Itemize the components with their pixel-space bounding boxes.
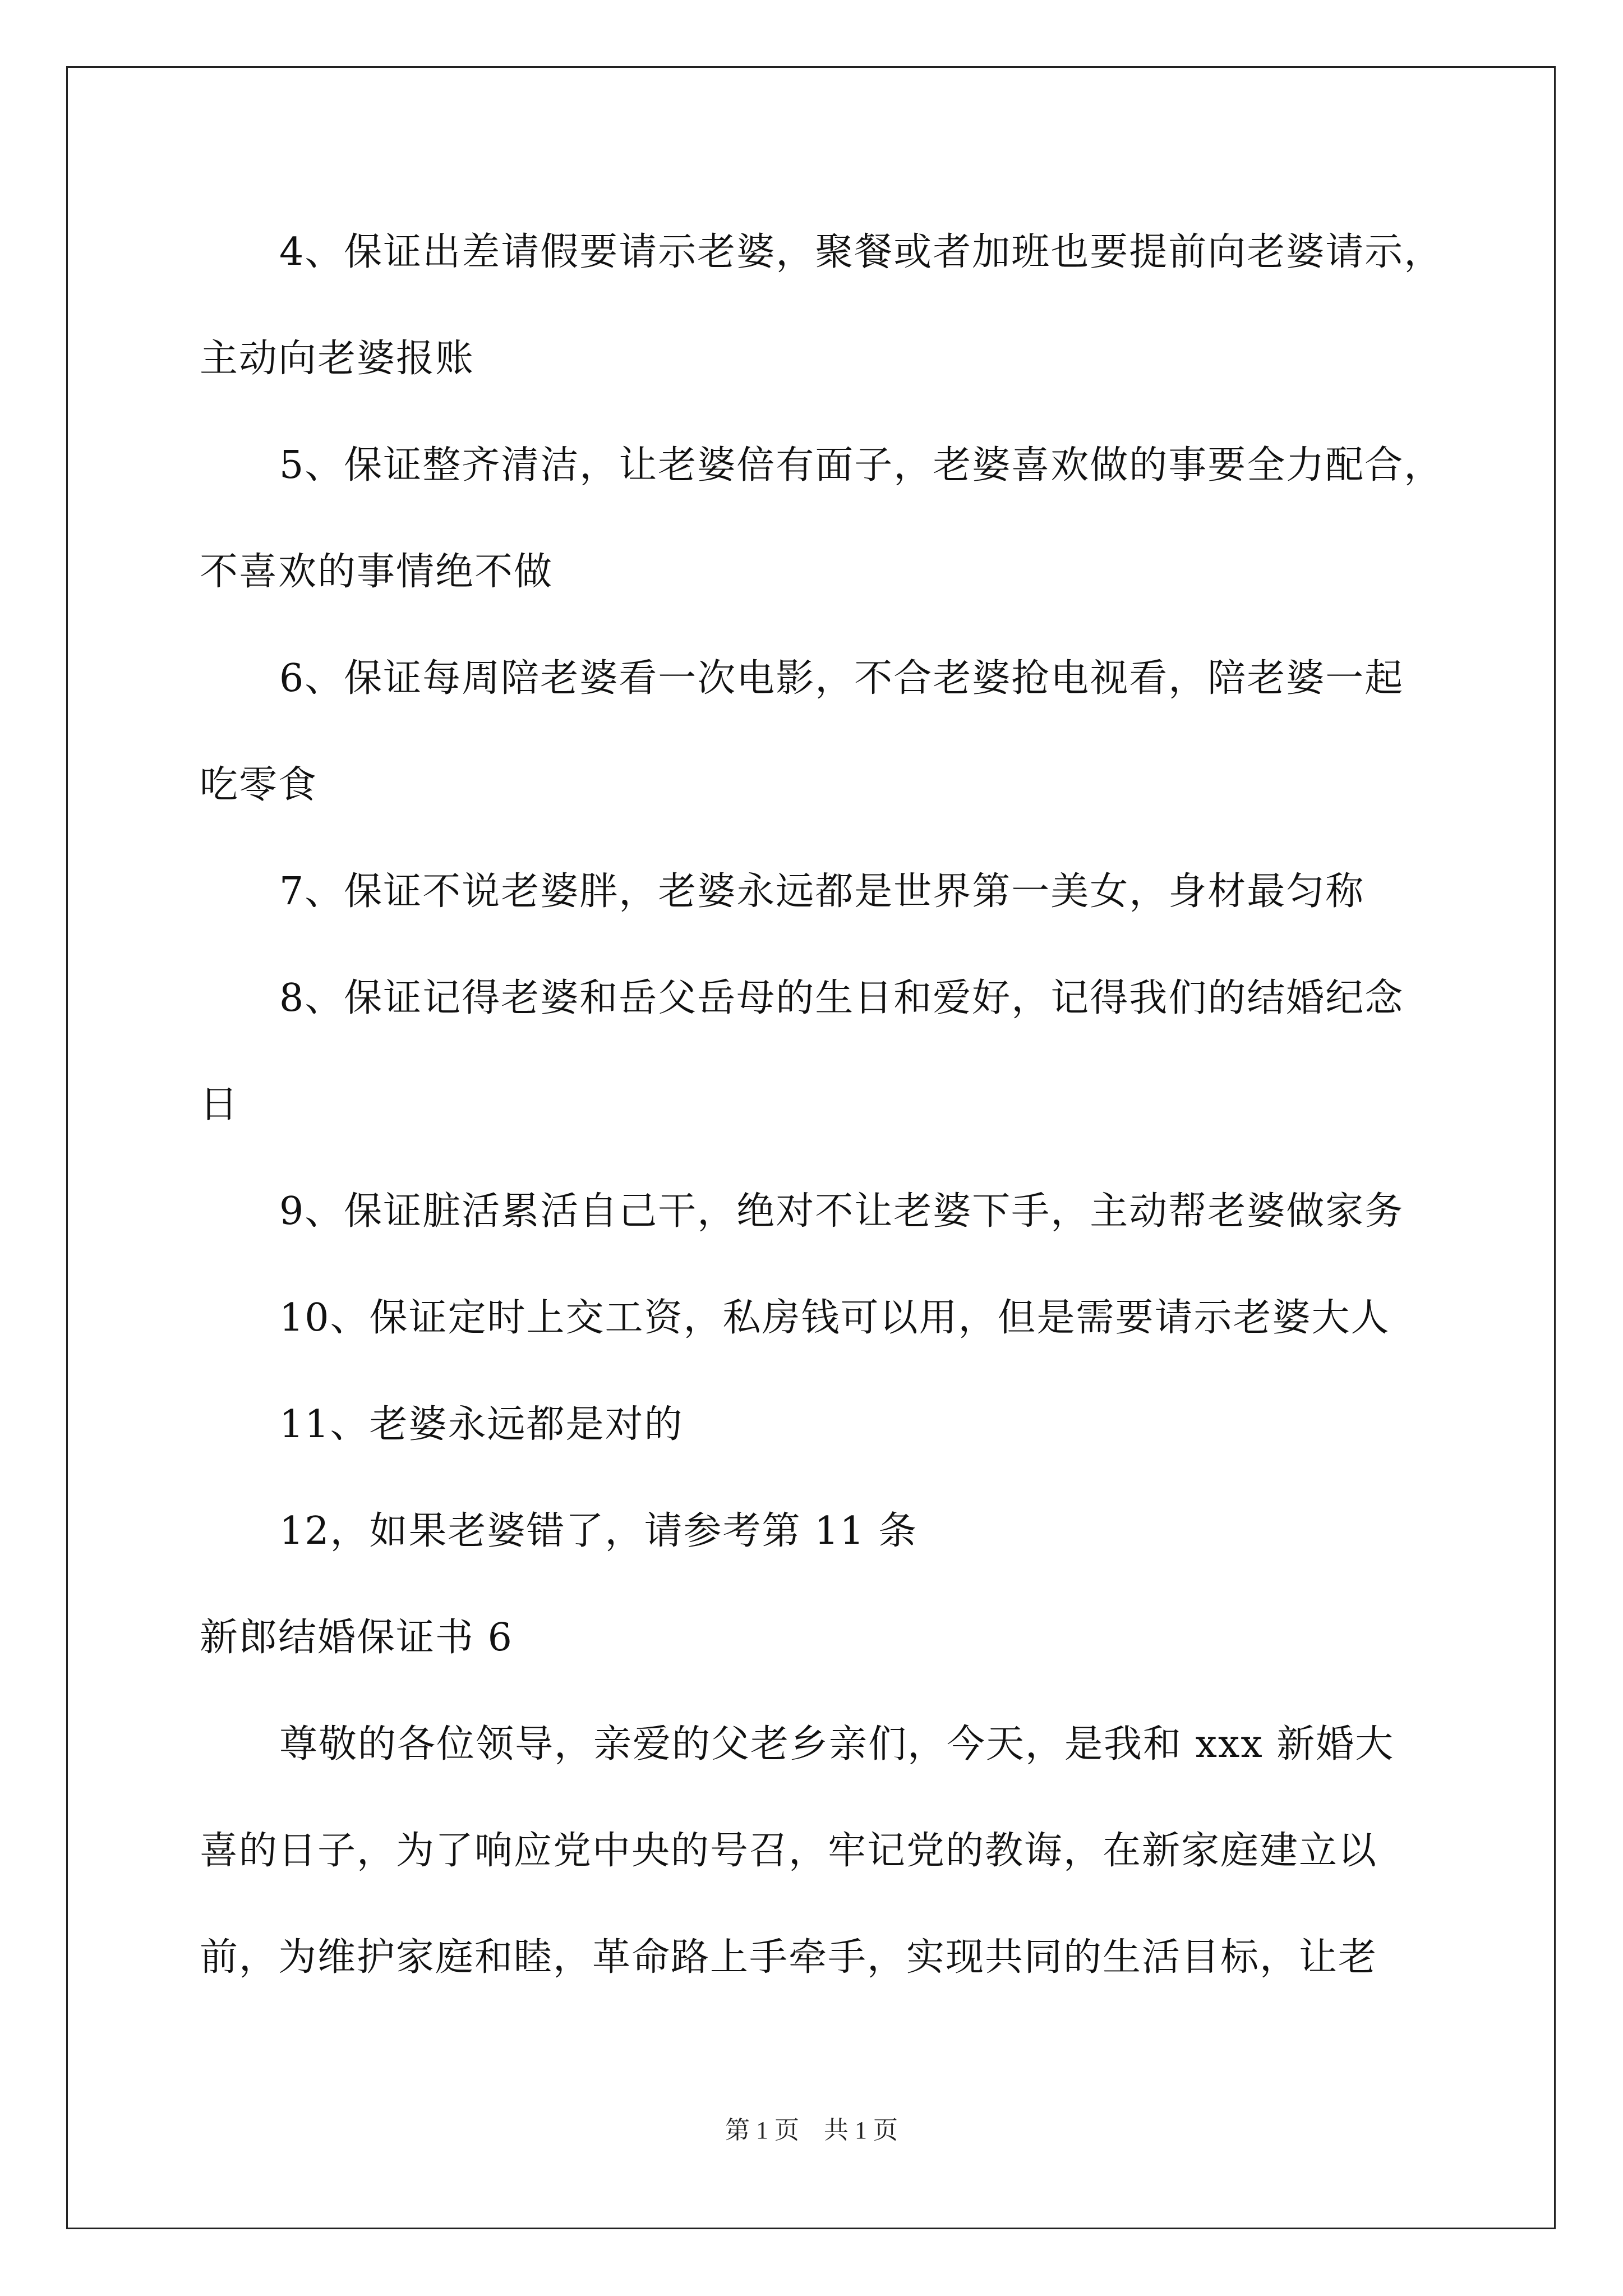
page-border	[66, 66, 1556, 2229]
page-footer: 第 1 页 共 1 页	[725, 2116, 898, 2144]
paragraph-8-line-1: 8、保证记得老婆和岳父岳母的生日和爱好，记得我们的结婚纪念	[279, 976, 1404, 1020]
paragraph-10: 10、保证定时上交工资，私房钱可以用，但是需要请示老婆大人	[279, 1296, 1390, 1340]
paragraph-5-line-1: 5、保证整齐清洁，让老婆倍有面子，老婆喜欢做的事要全力配合，	[279, 443, 1444, 487]
paragraph-11: 11、老婆永远都是对的	[279, 1402, 684, 1447]
paragraph-6-line-2: 吃零食	[200, 763, 318, 807]
closing-paragraph-line-1: 尊敬的各位领导，亲爱的父老乡亲们，今天，是我和 xxx 新婚大	[279, 1722, 1395, 1766]
paragraph-7: 7、保证不说老婆胖，老婆永远都是世界第一美女，身材最匀称	[279, 869, 1365, 914]
closing-paragraph-line-2: 喜的日子，为了响应党中央的号召，牢记党的教诲，在新家庭建立以	[200, 1829, 1378, 1873]
closing-paragraph-line-3: 前，为维护家庭和睦，革命路上手牵手，实现共同的生活目标，让老	[200, 1935, 1378, 1980]
paragraph-6-line-1: 6、保证每周陪老婆看一次电影，不合老婆抢电视看，陪老婆一起	[279, 656, 1404, 701]
paragraph-9: 9、保证脏活累活自己干，绝对不让老婆下手，主动帮老婆做家务	[279, 1189, 1404, 1234]
paragraph-4-line-1: 4、保证出差请假要请示老婆，聚餐或者加班也要提前向老婆请示，	[279, 230, 1444, 274]
paragraph-8-line-2: 日	[200, 1083, 239, 1127]
paragraph-4-line-2: 主动向老婆报账	[200, 337, 475, 381]
paragraph-5-line-2: 不喜欢的事情绝不做	[200, 550, 554, 594]
paragraph-12: 12，如果老婆错了，请参考第 11 条	[279, 1509, 918, 1553]
section-title: 新郎结婚保证书 6	[200, 1616, 513, 1660]
